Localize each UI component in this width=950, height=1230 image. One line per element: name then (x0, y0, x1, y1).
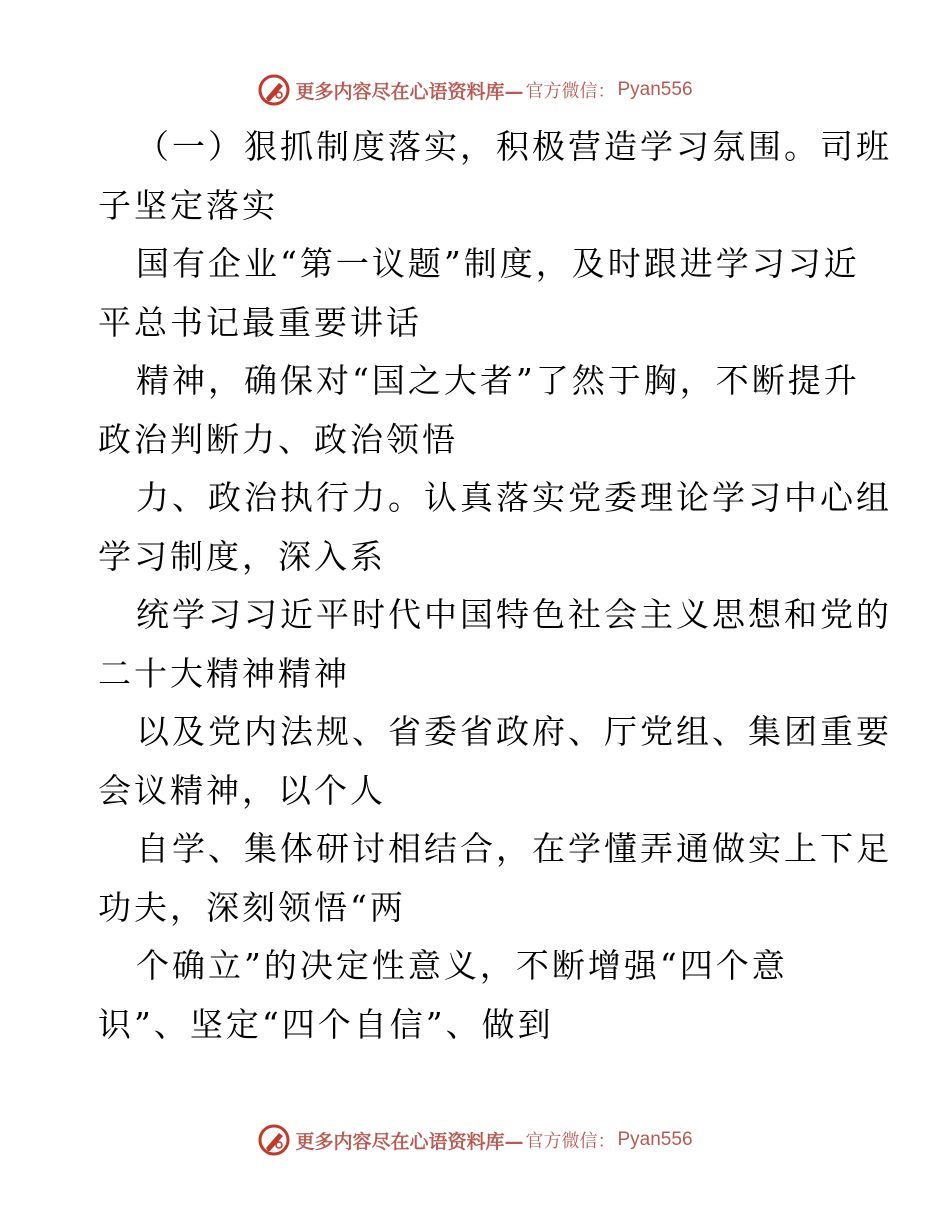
paragraph-line: 自学、集体研讨相结合，在学懂弄通做实上下足 (136, 829, 892, 868)
pen-logo-icon (257, 1123, 291, 1157)
paragraph-line: 国有企业“第一议题”制度，及时跟进学习习近 (136, 244, 860, 283)
banner-wechat-label: 官方微信： (525, 1131, 616, 1152)
header-watermark-banner (0, 70, 950, 110)
paragraph-line: 政治判断力、政治领悟 (98, 419, 458, 459)
paragraph-line: 力、政治执行力。认真落实党委理论学习中心组 (136, 478, 892, 517)
banner-main-text: 更多内容尽在心语资料库— (295, 1130, 524, 1153)
pen-logo-icon (257, 73, 291, 107)
banner-wechat-account: Pyan556 (617, 79, 693, 100)
paragraph-line: 精神，确保对“国之大者”了然于胸，不断提升 (136, 361, 860, 400)
paragraph-line: 识”、坚定“四个自信”、做到 (98, 1004, 554, 1044)
banner-wechat-label: 官方微信： (525, 81, 616, 102)
paragraph-line: 统学习习近平时代中国特色社会主义思想和党的 (136, 595, 892, 634)
footer-watermark-banner (0, 1120, 950, 1160)
paragraph-line: 子坚定落实 (98, 185, 278, 225)
paragraph-line: 个确立”的决定性意义，不断增强“四个意 (136, 946, 788, 985)
paragraph-line: 功夫，深刻领悟“两 (98, 887, 406, 927)
paragraph-line: （一）狠抓制度落实，积极营造学习氛围。司班 (136, 127, 892, 166)
paragraph-line: 学习制度，深入系 (98, 536, 386, 576)
paragraph-line: 二十大精神精神 (98, 653, 350, 693)
paragraph-line: 以及党内法规、省委省政府、厅党组、集团重要 (136, 712, 892, 751)
document-body (98, 118, 892, 1054)
banner-wechat-account: Pyan556 (617, 1129, 693, 1150)
paragraph-line: 平总书记最重要讲话 (98, 302, 422, 342)
banner-main-text: 更多内容尽在心语资料库— (295, 80, 524, 103)
paragraph-line: 会议精神，以个人 (98, 770, 386, 810)
